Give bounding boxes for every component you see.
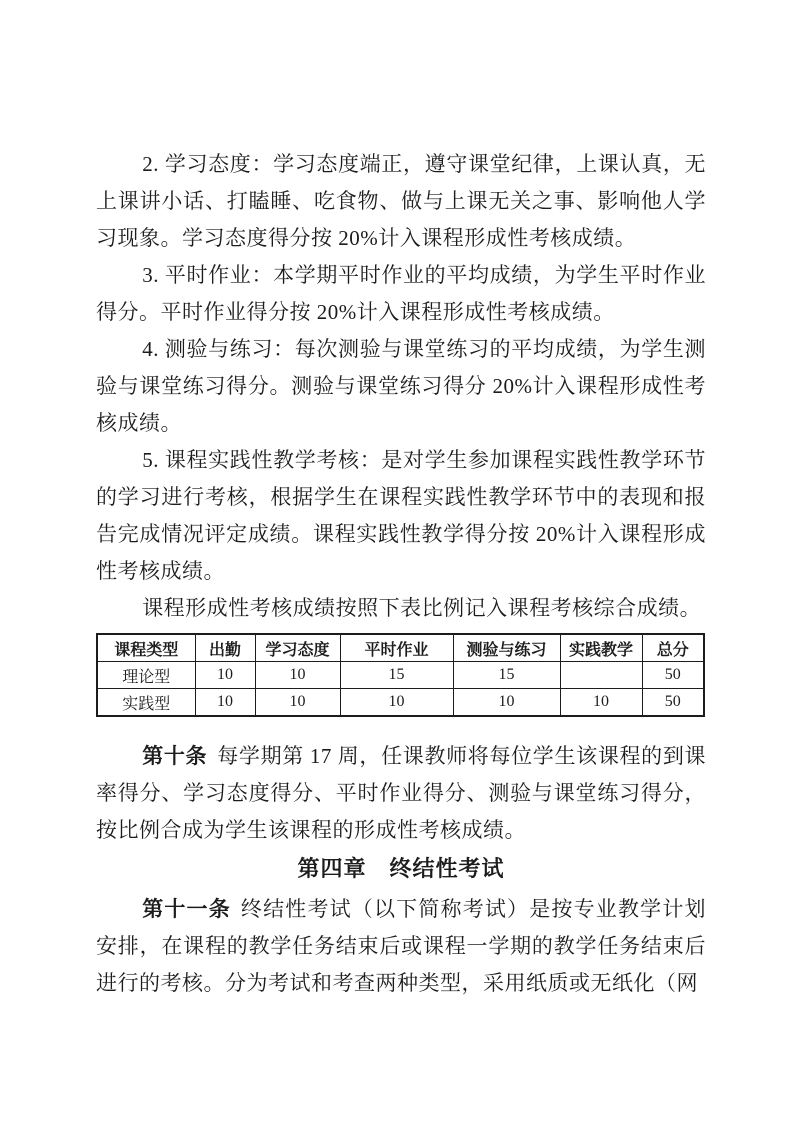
table-cell: 10 [453, 689, 560, 717]
paragraph-homework: 3. 平时作业：本学期平时作业的平均成绩，为学生平时作业得分。平时作业得分按 20%计入课程形成性考核成绩。 [96, 263, 706, 324]
table-header-total: 总分 [642, 634, 704, 662]
table-header-row [97, 634, 704, 662]
article-11-label: 第十一条 [142, 898, 231, 921]
table-header-practical: 实践教学 [560, 634, 642, 662]
table-header-quiz: 测验与练习 [453, 634, 560, 662]
paragraph-article-10 [96, 738, 706, 849]
chapter-4-heading: 第四章 终结性考试 [297, 856, 505, 881]
article-11-text: 终结性考试（以下简称考试）是按专业教学计划安排，在课程的教学任务结束后或课程一学期的教学任务结束后进行的考核。分为考试和考查两种类型，采用纸质或无纸化（网 [96, 897, 706, 995]
table-cell: 理论型 [97, 662, 195, 689]
table-cell: 10 [340, 689, 453, 717]
table-header-attitude: 学习态度 [255, 634, 340, 662]
table-cell: 10 [255, 689, 340, 717]
paragraph-article-11 [96, 891, 706, 1002]
table-cell: 实践型 [97, 689, 195, 717]
table-cell: 15 [453, 662, 560, 689]
document-content [96, 146, 706, 1002]
table-cell: 10 [195, 662, 255, 689]
article-10-label: 第十条 [142, 745, 208, 768]
table-cell [560, 662, 642, 689]
table-cell: 50 [642, 662, 704, 689]
table-cell: 10 [560, 689, 642, 717]
paragraph-learning-attitude: 2. 学习态度：学习态度端正，遵守课堂纪律，上课认真，无上课讲小话、打瞌睡、吃食物、做与上课无关之事、影响他人学习现象。学习态度得分按 20%计入课程形成性考核成绩。 [96, 152, 706, 250]
table-header-attendance: 出勤 [195, 634, 255, 662]
paragraph-practical-teaching: 5. 课程实践性教学考核：是对学生参加课程实践性教学环节的学习进行考核，根据学生在课程实践性教学环节中的表现和报告完成情况评定成绩。课程实践性教学得分按 20%计入课程形成性考核成绩。 [96, 448, 706, 583]
table-header-course-type: 课程类型 [97, 634, 195, 662]
formative-score-table [96, 633, 705, 717]
table-header-homework: 平时作业 [340, 634, 453, 662]
table-cell: 15 [340, 662, 453, 689]
table-cell: 50 [642, 689, 704, 717]
paragraph-quiz-practice: 4. 测验与练习：每次测验与课堂练习的平均成绩，为学生测验与课堂练习得分。测验与课堂练习得分 20%计入课程形成性考核成绩。 [96, 337, 706, 435]
paragraph-table-intro: 课程形成性考核成绩按照下表比例记入课程考核综合成绩。 [142, 596, 702, 620]
article-10-text: 每学期第 17 周，任课教师将每位学生该课程的到课率得分、学习态度得分、平时作业得分、测验与课堂练习得分，按比例合成为学生该课程的形成性考核成绩。 [96, 744, 707, 842]
table-row-theory [97, 662, 704, 689]
table-cell: 10 [195, 689, 255, 717]
table-row-practice [97, 689, 704, 717]
table-cell: 10 [255, 662, 340, 689]
